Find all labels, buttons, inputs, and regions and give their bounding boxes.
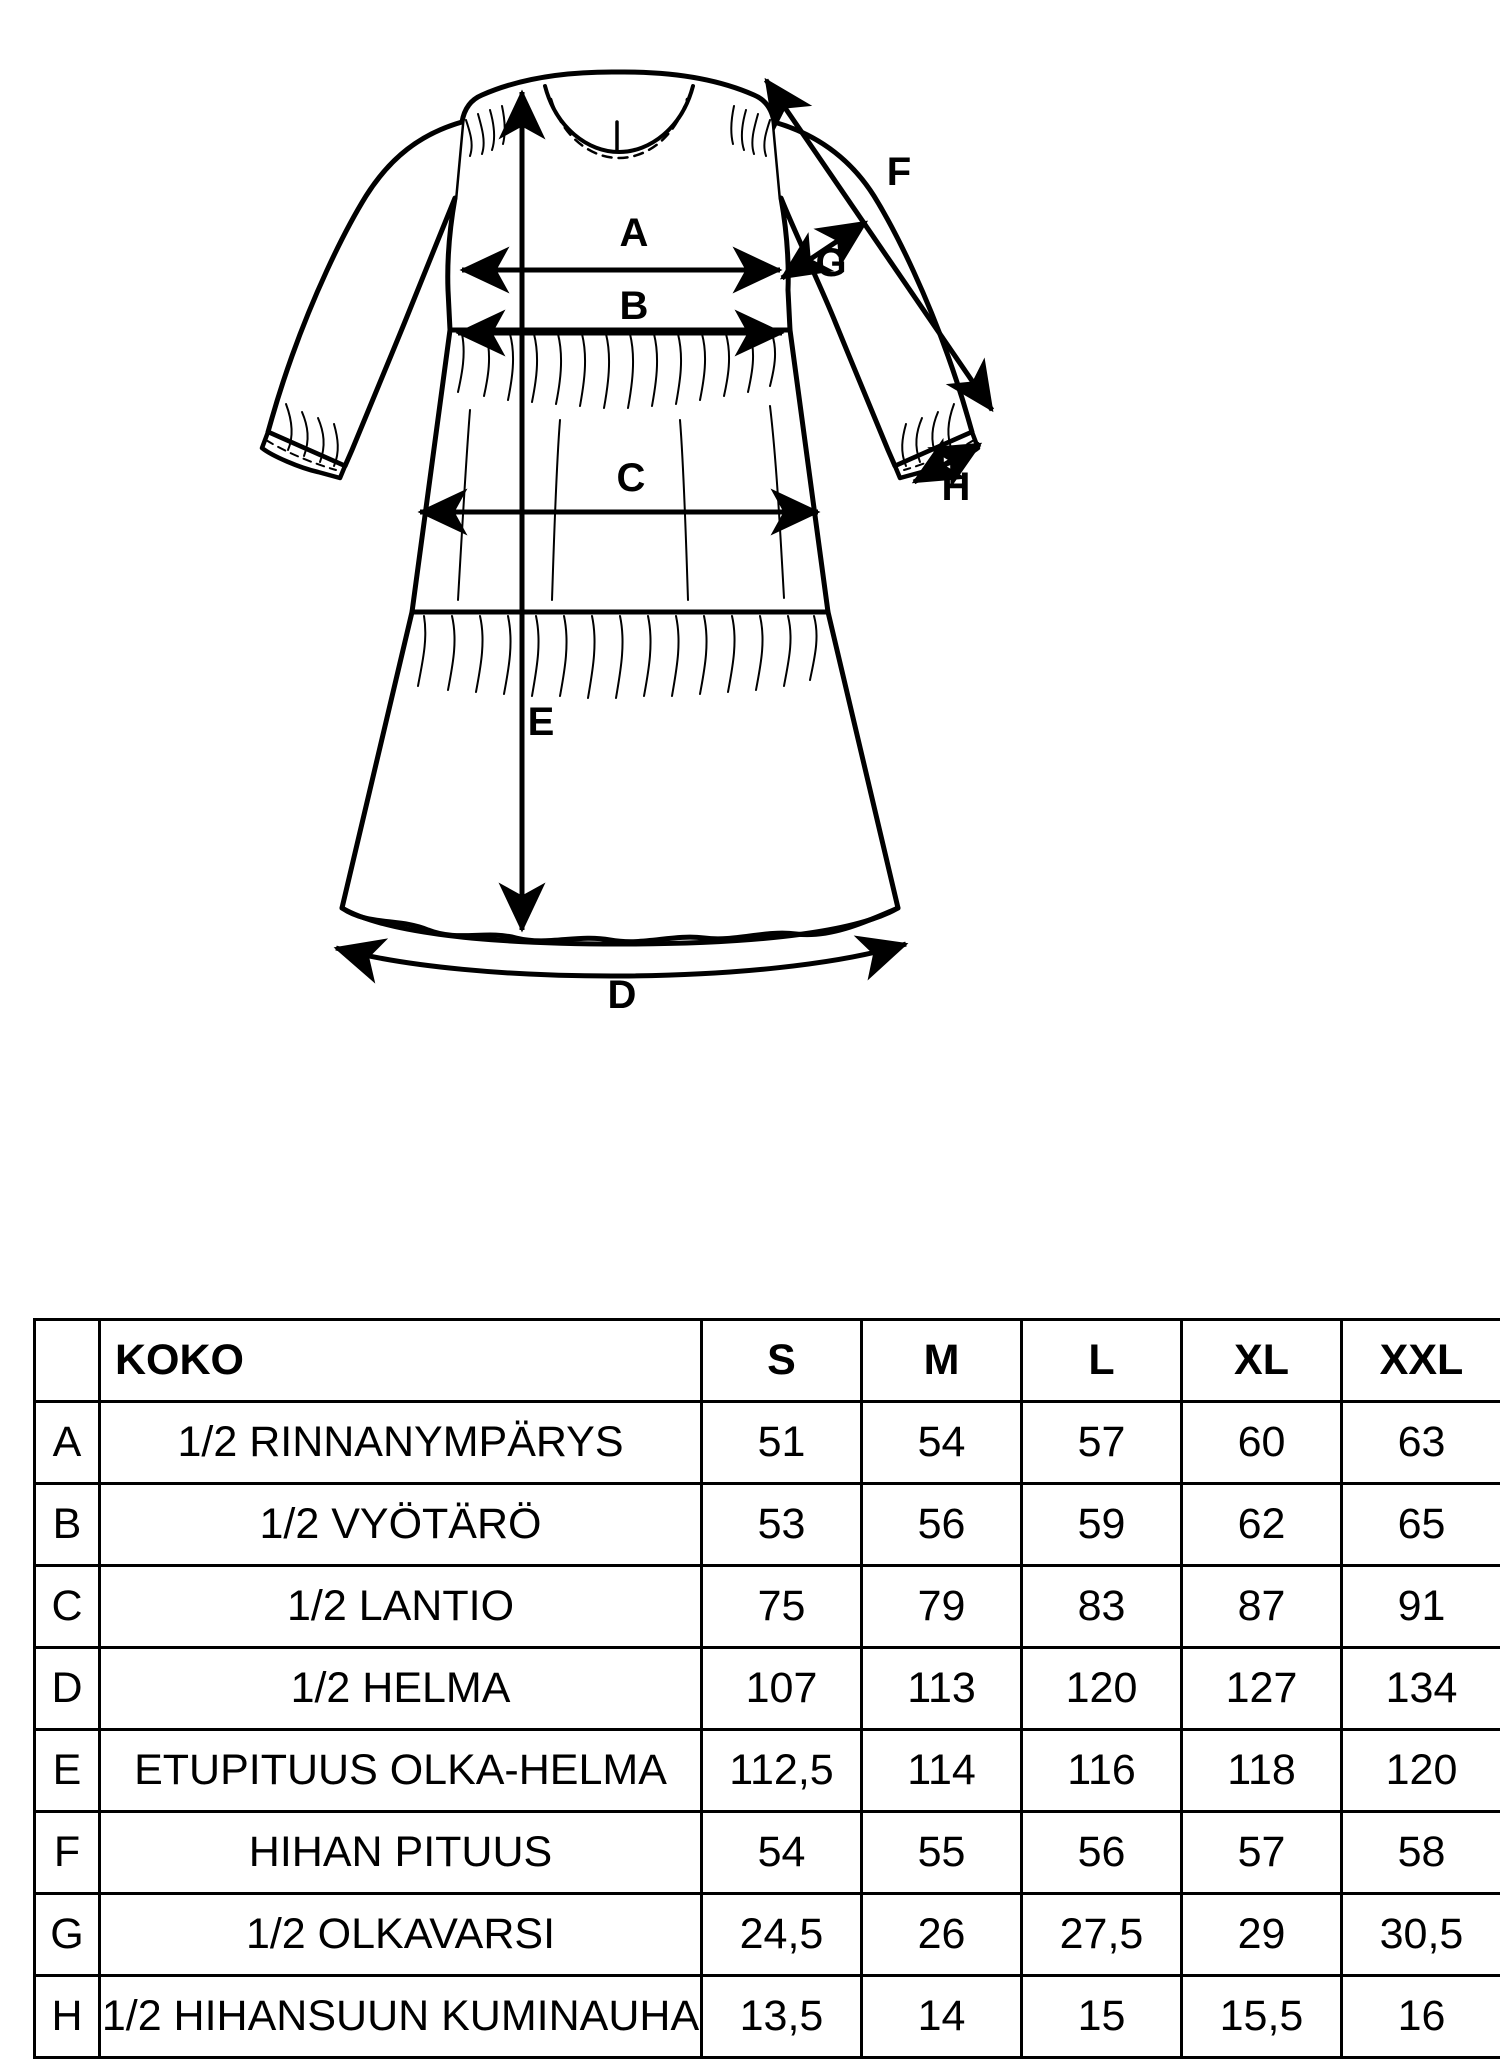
row-value-l: 15 bbox=[1022, 1976, 1182, 2058]
dimension-label-H: H bbox=[942, 465, 971, 509]
row-letter: A bbox=[35, 1402, 100, 1484]
row-value-xl: 29 bbox=[1182, 1894, 1342, 1976]
table-row bbox=[35, 1566, 1500, 1648]
dimension-label-E: E bbox=[528, 700, 555, 744]
table-row bbox=[35, 1976, 1500, 2058]
header-size-m: M bbox=[862, 1320, 1022, 1402]
header-size-xl: XL bbox=[1182, 1320, 1342, 1402]
row-value-xl: 57 bbox=[1182, 1812, 1342, 1894]
row-value-xxl: 134 bbox=[1342, 1648, 1500, 1730]
row-measurement-name: 1/2 RINNANYMPÄRYS bbox=[100, 1402, 702, 1484]
row-measurement-name: HIHAN PITUUS bbox=[100, 1812, 702, 1894]
row-value-xl: 118 bbox=[1182, 1730, 1342, 1812]
row-value-xl: 127 bbox=[1182, 1648, 1342, 1730]
row-value-s: 75 bbox=[702, 1566, 862, 1648]
row-value-xxl: 30,5 bbox=[1342, 1894, 1500, 1976]
row-value-xl: 87 bbox=[1182, 1566, 1342, 1648]
row-value-s: 13,5 bbox=[702, 1976, 862, 2058]
row-value-m: 26 bbox=[862, 1894, 1022, 1976]
row-measurement-name: 1/2 LANTIO bbox=[100, 1566, 702, 1648]
table-row bbox=[35, 1648, 1500, 1730]
row-value-s: 24,5 bbox=[702, 1894, 862, 1976]
table-row bbox=[35, 1812, 1500, 1894]
header-measurement-name: KOKO bbox=[100, 1320, 702, 1402]
row-value-s: 51 bbox=[702, 1402, 862, 1484]
row-value-l: 57 bbox=[1022, 1402, 1182, 1484]
row-value-xl: 60 bbox=[1182, 1402, 1342, 1484]
header-size-xxl: XXL bbox=[1342, 1320, 1500, 1402]
row-value-l: 27,5 bbox=[1022, 1894, 1182, 1976]
dimension-label-B: B bbox=[620, 284, 649, 328]
row-letter: B bbox=[35, 1484, 100, 1566]
row-value-l: 120 bbox=[1022, 1648, 1182, 1730]
row-value-l: 56 bbox=[1022, 1812, 1182, 1894]
row-value-xxl: 120 bbox=[1342, 1730, 1500, 1812]
row-measurement-name: 1/2 HELMA bbox=[100, 1648, 702, 1730]
row-value-xxl: 63 bbox=[1342, 1402, 1500, 1484]
row-measurement-name: 1/2 OLKAVARSI bbox=[100, 1894, 702, 1976]
row-letter: C bbox=[35, 1566, 100, 1648]
row-value-s: 54 bbox=[702, 1812, 862, 1894]
dimension-label-C: C bbox=[617, 456, 646, 500]
row-letter: F bbox=[35, 1812, 100, 1894]
dimension-label-F: F bbox=[887, 150, 911, 194]
row-value-m: 14 bbox=[862, 1976, 1022, 2058]
row-measurement-name: 1/2 HIHANSUUN KUMINAUHA bbox=[100, 1976, 702, 2058]
dimension-label-A: A bbox=[620, 211, 649, 255]
table-row bbox=[35, 1484, 1500, 1566]
row-value-xl: 62 bbox=[1182, 1484, 1342, 1566]
row-value-l: 83 bbox=[1022, 1566, 1182, 1648]
row-value-s: 107 bbox=[702, 1648, 862, 1730]
table-header-row bbox=[35, 1320, 1500, 1402]
row-measurement-name: 1/2 VYÖTÄRÖ bbox=[100, 1484, 702, 1566]
row-value-xxl: 65 bbox=[1342, 1484, 1500, 1566]
row-value-xl: 15,5 bbox=[1182, 1976, 1342, 2058]
row-value-m: 113 bbox=[862, 1648, 1022, 1730]
row-value-m: 114 bbox=[862, 1730, 1022, 1812]
row-value-m: 54 bbox=[862, 1402, 1022, 1484]
row-value-s: 53 bbox=[702, 1484, 862, 1566]
header-size-s: S bbox=[702, 1320, 862, 1402]
row-value-xxl: 16 bbox=[1342, 1976, 1500, 2058]
dimension-label-G: G bbox=[815, 241, 846, 285]
row-letter: E bbox=[35, 1730, 100, 1812]
dimension-label-D: D bbox=[608, 973, 637, 1017]
dimension-line-D bbox=[336, 944, 906, 976]
row-measurement-name: ETUPITUUS OLKA-HELMA bbox=[100, 1730, 702, 1812]
row-value-m: 79 bbox=[862, 1566, 1022, 1648]
left-sleeve bbox=[268, 122, 462, 466]
table-row bbox=[35, 1894, 1500, 1976]
header-letter-cell bbox=[35, 1320, 100, 1402]
table-row bbox=[35, 1730, 1500, 1812]
row-value-m: 56 bbox=[862, 1484, 1022, 1566]
row-value-l: 116 bbox=[1022, 1730, 1182, 1812]
table-row bbox=[35, 1402, 1500, 1484]
row-value-s: 112,5 bbox=[702, 1730, 862, 1812]
row-letter: D bbox=[35, 1648, 100, 1730]
header-size-l: L bbox=[1022, 1320, 1182, 1402]
row-value-xxl: 58 bbox=[1342, 1812, 1500, 1894]
row-value-m: 55 bbox=[862, 1812, 1022, 1894]
row-value-l: 59 bbox=[1022, 1484, 1182, 1566]
size-table bbox=[33, 1318, 1500, 2059]
row-value-xxl: 91 bbox=[1342, 1566, 1500, 1648]
row-letter: G bbox=[35, 1894, 100, 1976]
size-table-container bbox=[33, 1318, 1465, 2059]
row-letter: H bbox=[35, 1976, 100, 2058]
